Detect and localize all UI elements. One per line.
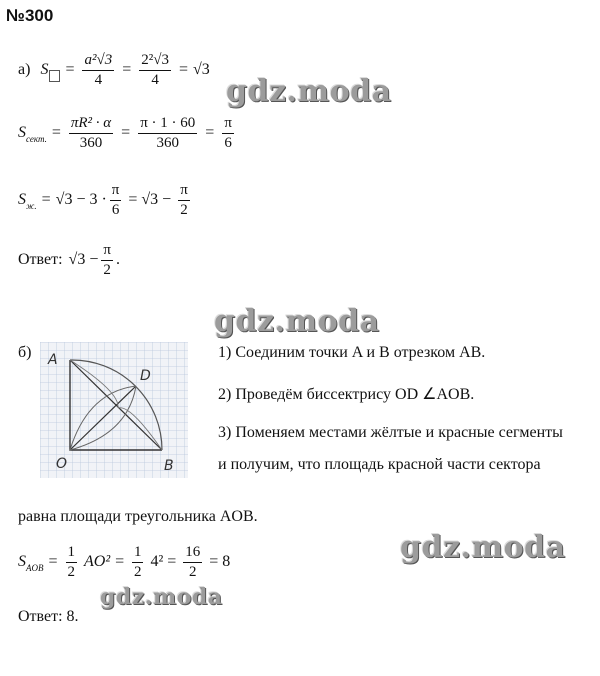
fraction: $\frac{1}{2}$ [133,544,142,580]
watermark: gdz.moda [100,584,223,610]
area-symbol: S [40,61,49,78]
sketch-label-d: D [140,368,151,384]
expression: √3 − 3 · [55,191,107,208]
yellow-area-formula: S ж. = √3 − 3 · $\frac{\pi}{6}$ = √3 − $\frac{\pi}{2}$ [18,182,188,218]
area-symbol: S [18,553,26,570]
fraction: $\frac{\pi}{2}$ [180,182,188,218]
area-square-formula: а) S = $\frac{\text{a²√3}}{4}$ = $\frac{\text{2²√3}}{4}$ = √3 [18,52,210,88]
fraction: $\frac{16}{2}$ [185,544,201,580]
watermark: gdz.moda [400,530,566,565]
sketch-label-a: A [48,352,58,368]
fraction: $\frac{\pi}{6}$ [224,115,232,151]
square-subscript-icon [49,70,60,82]
sector-area-formula: S сект. = $\frac{\text{πR² · α}}{360}$ = $\frac{\pi \cdot 1 \cdot 60}{360}$ = $\frac{\pi}{6}$ [18,115,232,151]
expression: 4² = [150,553,177,570]
watermark: gdz.moda [214,304,380,339]
sketch-label-b: B [164,458,174,474]
period: . [115,251,120,268]
answer-expression: √3 − [68,251,99,268]
answer-label: Ответ: [18,251,63,268]
fraction: $\frac{\text{2²√3}}{4}$ [141,52,169,88]
fraction: $\frac{\text{a²√3}}{4}$ [84,52,113,88]
subscript: ж. [26,201,37,211]
result-value: √3 [193,61,210,78]
fraction: $\frac{\pi}{2}$ [103,242,111,278]
part-b-label: б) [18,344,32,361]
subscript: сект. [26,134,47,144]
fraction: $\frac{1}{2}$ [67,544,76,580]
expression: AO² = [84,553,125,570]
problem-number: №300 [6,6,54,25]
fraction: $\frac{\pi \cdot 1 \cdot 60}{360}$ [140,115,196,151]
step-3-line-2: и получим, что площадь красной части сектора [218,456,541,473]
result-value: = 8 [209,553,231,570]
area-symbol: S [18,191,26,208]
expression: = √3 − [128,191,172,208]
step-3-line-1: 3) Поменяем местами жёлтые и красные сегменты [218,424,563,441]
fraction: $\frac{\pi}{6}$ [111,182,120,218]
sketch-label-o: O [56,456,68,472]
watermark: gdz.moda [226,74,392,109]
step-1: 1) Соединим точки A и B отрезком AB. [218,344,486,361]
area-symbol: S [18,124,26,141]
triangle-area-formula: S AOB = $\frac{1}{2}$ AO² = $\frac{1}{2}$ 4² = $\frac{16}{2}$ = 8 [18,544,231,580]
step-3-line-3: равна площади треугольника AOB. [18,508,258,525]
answer-b: Ответ: 8. [18,608,79,625]
step-2: 2) Проведём биссектрису OD ∠AOB. [218,386,475,403]
subscript: AOB [26,563,44,573]
answer-a [18,242,120,278]
sketch-image [40,342,188,478]
fraction: $\frac{\text{πR² · α}}{360}$ [70,115,112,151]
part-a-label: а) [18,61,31,78]
